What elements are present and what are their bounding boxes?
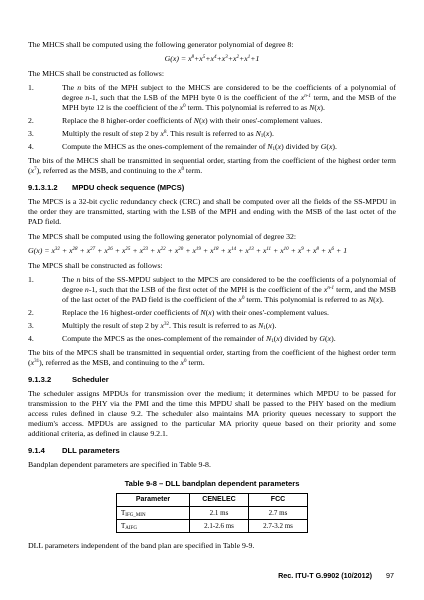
table-cell-cenelec: 2.1 ms <box>190 506 249 519</box>
list-text: ( <box>265 320 269 330</box>
poly-term: +x <box>216 54 226 64</box>
scheduler-description: The scheduler assigns MPDUs for transmission over the medium; it determines which MPDU to be passed for transmission to the PHY via the PMI and the time this MPDU shall be passed to the PHY based on the medium access rules defined in clause 9.2. The scheduler also maintains MA priority queues necessary to support the medium's access. MPDUs are assigned to the particular MA priority queue based on their priority and some additional criteria, as defined in clause 9.2.1. <box>28 388 396 438</box>
poly-exponent: 26 <box>107 246 113 252</box>
list-text: ). <box>379 294 384 304</box>
list-var: n <box>76 274 81 284</box>
list-exponent: n-1 <box>327 285 334 291</box>
list-exponent: 0 <box>241 295 245 301</box>
mhcs-steps-list <box>28 83 396 152</box>
mhcs-construct-intro: The MHCS shall be constructed as follows: <box>28 69 164 79</box>
poly-term: +1 <box>250 54 260 64</box>
list-exponent: 32 <box>164 321 170 327</box>
column-header: FCC <box>249 493 308 506</box>
poly-exponent: 4 <box>214 55 217 61</box>
page-number: 97 <box>386 571 394 580</box>
list-var: n <box>85 93 90 103</box>
list-item <box>28 116 396 126</box>
list-var: x <box>265 129 270 139</box>
list-item <box>28 129 396 139</box>
poly-term: + x <box>271 245 284 255</box>
poly-exponent: 1 <box>247 55 251 61</box>
list-text: ( <box>314 103 317 113</box>
mhcs-poly-intro: The MHCS shall be computed using the following generator polynomial of degree 8: <box>28 40 294 49</box>
page-footer <box>278 571 394 580</box>
param-symbol: T <box>121 508 126 517</box>
poly-exponent: 19 <box>195 246 201 252</box>
list-var: N <box>193 116 199 126</box>
heading-title: DLL parameters <box>62 445 120 455</box>
list-var: N <box>200 307 206 317</box>
list-var: N <box>265 333 272 343</box>
heading-title: MPDU check sequence (MPCS) <box>72 183 185 193</box>
list-text: Compute the MPCS as the ones-complement of the remainder of <box>62 333 266 343</box>
section-heading-scheduler <box>28 375 396 385</box>
table-cell-cenelec: 2.1-2.6 ms <box>190 519 249 532</box>
poly-term: G(x) = x <box>164 54 192 64</box>
list-text: term, and the MSB of the last octet of the PAD field is the coefficient of the <box>62 284 396 304</box>
poly-term: + x <box>148 245 161 255</box>
list-subscript: 1 <box>271 338 274 344</box>
list-var: x <box>201 116 206 126</box>
poly-term: + x <box>200 245 214 255</box>
list-var: x <box>375 294 380 304</box>
mpcs-poly-intro: The MPCS shall be computed using the following generator polynomial of degree 32: <box>28 231 297 241</box>
para-var: x <box>30 357 35 367</box>
poly-exponent: 13 <box>248 246 254 252</box>
poly-exponent: 22 <box>160 246 166 252</box>
heading-number: 9.1.4 <box>28 445 45 455</box>
list-number: 1. <box>28 83 34 93</box>
list-var: x <box>160 129 165 139</box>
list-number: 2. <box>28 307 34 317</box>
list-number: 3. <box>28 320 34 330</box>
para-exponent: 0 <box>181 167 184 173</box>
para-var: x <box>180 357 184 367</box>
table-cell-parameter <box>117 506 190 519</box>
list-text: term, and the MSB of the MPH byte 12 is the coefficient of the <box>62 93 396 113</box>
list-text: Compute the MHCS as the ones-complement of the remainder of <box>62 142 268 152</box>
table-cell-fcc: 2.7-3.2 ms <box>249 519 308 532</box>
poly-term: +x <box>205 54 214 64</box>
poly-exponent: 28 <box>72 246 78 252</box>
list-exponent: n-1 <box>304 94 311 100</box>
mhcs-bit-order <box>28 156 396 176</box>
para-text: The bits of the MPCS shall be transmitted in sequential order, starting from the coefficient of the highest order term ( <box>28 347 396 367</box>
poly-term: + x <box>130 245 144 255</box>
list-var: x <box>268 320 272 330</box>
list-text: The <box>62 274 77 284</box>
poly-term: + x <box>95 245 108 255</box>
page-body <box>28 40 396 555</box>
para-text: ), referred as the MSB, and continuing to the <box>39 357 181 367</box>
list-text: The <box>62 83 78 93</box>
dll-table-intro: Bandplan dependent parameters are specified in Table 9-8. <box>28 459 211 469</box>
poly-exponent: 11 <box>266 246 272 252</box>
table-row <box>117 519 308 532</box>
poly-exponent: 2 <box>236 55 239 61</box>
poly-term: + x <box>59 245 73 255</box>
list-text: ( <box>373 294 376 304</box>
list-item <box>28 334 396 344</box>
list-number: 2. <box>28 116 34 126</box>
para-exponent: 31 <box>34 358 40 364</box>
list-subscript: 1 <box>260 134 264 140</box>
list-exponent: 8 <box>164 130 167 136</box>
table-row <box>117 506 308 519</box>
poly-term: +x <box>227 54 237 64</box>
list-text: ) divided by <box>279 333 320 343</box>
poly-term: + 1 <box>334 245 348 255</box>
list-text: ( <box>263 129 266 139</box>
section-heading-mpcs <box>28 183 396 193</box>
list-text: -1, such that the LSB of the MPH byte 0 is the coefficient of the <box>89 93 301 103</box>
list-var: N <box>367 294 374 304</box>
list-text: bits of the SS-MPDU subject to the MPCS are considered to be the coefficients of a polynomial of degree <box>62 274 396 294</box>
list-var: x <box>238 294 242 304</box>
list-var: x <box>327 333 332 343</box>
dll-independent-params: DLL parameters independent of the band plan are specified in Table 9-9. <box>28 540 255 550</box>
list-text: ) divided by <box>281 142 321 152</box>
mpcs-bit-order <box>28 348 396 368</box>
poly-term: +x <box>238 54 248 64</box>
list-subscript: 1 <box>263 325 266 331</box>
column-header: CENELEC <box>190 493 249 506</box>
list-text: Replace the 16 highest-order coefficients of <box>62 307 201 317</box>
list-var: N <box>267 142 273 152</box>
poly-term: G(x) = x <box>28 245 55 255</box>
table-cell-parameter <box>117 519 190 532</box>
list-text: -1, such that the LSB of the first octet of the MPH is the coefficient of the <box>88 284 324 294</box>
param-subscript: IFG_MIN <box>125 512 146 518</box>
list-item <box>28 275 396 305</box>
mpcs-steps-list <box>28 275 396 344</box>
poly-exponent: 10 <box>283 246 289 252</box>
list-text: Replace the 8 higher-order coefficients of <box>62 116 194 126</box>
list-var: n <box>84 284 89 294</box>
list-var: G <box>319 333 326 343</box>
list-var: x <box>276 333 280 343</box>
list-text: term. This polynomial is referred to as <box>244 294 368 304</box>
list-number: 1. <box>28 274 34 284</box>
list-text: ). <box>320 103 325 113</box>
poly-term: + x <box>253 245 267 255</box>
poly-exponent: 23 <box>143 246 149 252</box>
list-text: bits of the MPH subject to the MHCS are considered to be the coefficients of a polynomial of degree <box>62 83 396 103</box>
list-text: ). <box>269 129 274 139</box>
mpcs-generator-polynomial <box>28 246 396 256</box>
poly-exponent: 20 <box>178 246 184 252</box>
poly-term: + x <box>165 245 179 255</box>
poly-term: + x <box>236 245 249 255</box>
list-var: N <box>258 320 264 330</box>
table-cell-fcc: 2.7 ms <box>249 506 308 519</box>
poly-term: + x <box>303 245 317 255</box>
list-text: ). <box>332 142 337 152</box>
list-text: Multiply the result of step 2 by <box>62 129 161 139</box>
list-item <box>28 142 396 152</box>
poly-term: + x <box>112 245 126 255</box>
para-var: x <box>30 166 35 176</box>
poly-term: + x <box>218 245 232 255</box>
poly-exponent: 18 <box>213 246 219 252</box>
poly-exponent: 27 <box>90 246 96 252</box>
list-var: N <box>255 129 261 139</box>
section-heading-dll-parameters <box>28 446 396 456</box>
list-text: ( <box>273 333 277 343</box>
poly-term: + x <box>77 245 91 255</box>
list-text: term. This polynomial is referred to as <box>185 103 310 113</box>
table-header-row <box>117 493 308 506</box>
poly-exponent: 9 <box>301 246 304 252</box>
mpcs-description: The MPCS is a 32-bit cyclic redundancy check (CRC) and shall be computed over all the fields of the SS-MPDU in the order they are transmitted, starting with the LSB of the MPH and ending with the MSB of the last octet of the PAD field. <box>28 197 396 227</box>
column-header: Parameter <box>117 493 190 506</box>
list-text: ) with their ones'-complement values. <box>205 116 323 126</box>
list-text: ( <box>198 116 202 126</box>
poly-exponent: 25 <box>125 246 131 252</box>
poly-term: + x <box>183 245 196 255</box>
list-var: x <box>277 142 282 152</box>
param-symbol: T <box>121 521 126 530</box>
para-var: x <box>177 166 182 176</box>
para-text: ), referred as the MSB, and continuing to the <box>36 166 178 176</box>
list-number: 4. <box>28 142 34 152</box>
list-var: x <box>316 103 321 113</box>
heading-number: 9.1.3.1.2 <box>28 183 58 193</box>
para-exponent: 0 <box>183 358 187 364</box>
list-text: ( <box>274 142 278 152</box>
recommendation-reference: Rec. ITU-T G.9902 (10/2012) <box>278 571 372 580</box>
list-number: 4. <box>28 333 34 343</box>
list-var: G <box>320 142 327 152</box>
list-text: ( <box>326 142 329 152</box>
poly-exponent: 8 <box>191 55 195 61</box>
list-text: Multiply the result of step 2 by <box>62 320 161 330</box>
table-caption: Table 9-8 – DLL bandplan dependent parameters <box>124 478 300 488</box>
list-item <box>28 308 396 318</box>
list-text: . This result is referred to as <box>169 320 259 330</box>
poly-exponent: 32 <box>54 246 60 252</box>
para-text: The bits of the MHCS shall be transmitted in sequential order, starting from the coefficient of the highest order term ( <box>28 156 396 176</box>
list-text: ( <box>325 333 328 343</box>
list-text: ). <box>271 320 277 330</box>
param-subscript: AIFG <box>125 525 137 531</box>
list-var: x <box>323 284 328 294</box>
poly-term: + x <box>288 245 302 255</box>
list-text: ) with their ones'-complement values. <box>211 307 329 317</box>
list-var: N <box>309 103 315 113</box>
poly-exponent: 8 <box>316 246 319 252</box>
list-var: x <box>328 142 333 152</box>
list-item <box>28 321 396 331</box>
list-var: n <box>77 83 82 93</box>
mpcs-construct-intro: The MPCS shall be constructed as follows: <box>28 260 163 270</box>
para-text: term. <box>183 166 203 176</box>
dll-parameters-table <box>116 493 308 533</box>
poly-term: + x <box>318 245 332 255</box>
list-subscript: 1 <box>272 147 275 153</box>
para-exponent: 7 <box>34 167 37 173</box>
list-exponent: 0 <box>183 104 186 110</box>
poly-term: +x <box>194 54 203 64</box>
heading-number: 9.1.3.2 <box>28 374 52 384</box>
mhcs-generator-polynomial <box>28 54 396 64</box>
list-text: ). <box>331 333 336 343</box>
list-number: 3. <box>28 129 34 139</box>
list-text: . This result is referred to as <box>166 129 256 139</box>
poly-exponent: 3 <box>225 55 228 61</box>
list-var: x <box>160 320 165 330</box>
para-text: term. <box>186 357 205 367</box>
list-item <box>28 83 396 113</box>
heading-title: Scheduler <box>72 374 109 384</box>
list-var: x <box>179 103 184 113</box>
poly-exponent: 14 <box>231 246 237 252</box>
poly-exponent: 5 <box>202 55 206 61</box>
poly-exponent: 6 <box>331 246 335 252</box>
list-var: x <box>300 93 305 103</box>
list-var: x <box>208 307 212 317</box>
list-text: ( <box>205 307 209 317</box>
